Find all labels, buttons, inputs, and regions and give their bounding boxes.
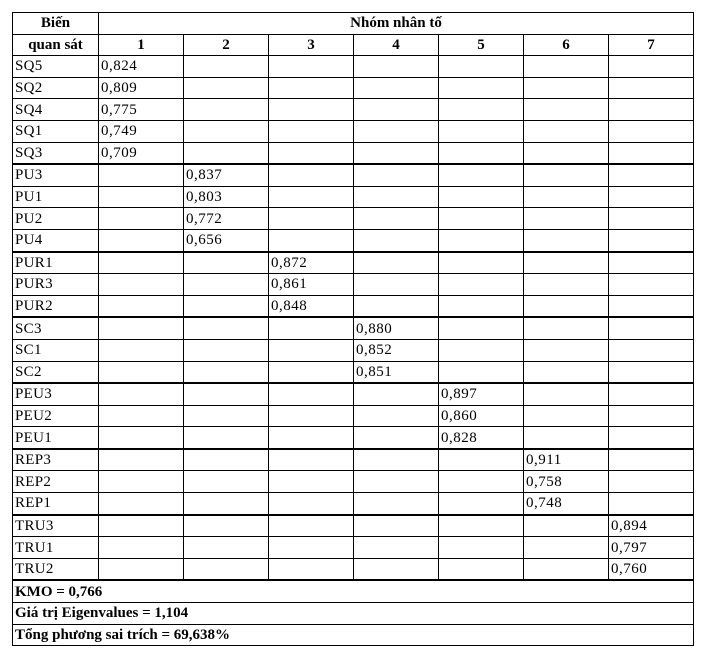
empty-cell [439,120,524,142]
variable-header-bottom: quan sát [13,34,99,56]
empty-cell [439,208,524,230]
empty-cell [609,77,694,99]
empty-cell [354,142,439,164]
table-row [13,339,694,361]
loading-value-cell: 0,861 [269,274,354,296]
empty-cell [99,537,184,559]
variable-name-cell: PU1 [13,186,99,208]
empty-cell [184,142,269,164]
variable-name-cell: REP1 [13,493,99,515]
variable-name-cell: SC1 [13,339,99,361]
empty-cell [99,317,184,339]
variable-name-cell: TRU3 [13,515,99,537]
empty-cell [99,208,184,230]
loading-value-cell: 0,851 [354,361,439,383]
loading-value-cell: 0,758 [524,471,609,493]
empty-cell [439,186,524,208]
empty-cell [524,142,609,164]
variable-name-cell: PEU1 [13,427,99,449]
loading-value-cell: 0,828 [439,427,524,449]
table-row [13,471,694,493]
empty-cell [609,361,694,383]
variable-name-cell: SQ3 [13,142,99,164]
empty-cell [609,295,694,317]
factor-number-header: 3 [269,34,354,56]
empty-cell [99,252,184,274]
factor-number-header: 4 [354,34,439,56]
empty-cell [524,99,609,121]
loading-value-cell: 0,749 [99,120,184,142]
factor-number-header: 1 [99,34,184,56]
loading-value-cell: 0,837 [184,164,269,186]
variable-name-cell: REP3 [13,449,99,471]
empty-cell [269,361,354,383]
empty-cell [609,339,694,361]
table-row [13,274,694,296]
table-row [13,229,694,251]
empty-cell [439,77,524,99]
empty-cell [439,317,524,339]
empty-cell [609,274,694,296]
empty-cell [609,99,694,121]
loading-value-cell: 0,748 [524,493,609,515]
empty-cell [184,252,269,274]
empty-cell [354,252,439,274]
empty-cell [609,252,694,274]
header-row-top [13,13,694,35]
empty-cell [269,208,354,230]
empty-cell [269,471,354,493]
loading-value-cell: 0,824 [99,56,184,78]
empty-cell [609,493,694,515]
variable-name-cell: SQ2 [13,77,99,99]
empty-cell [524,383,609,405]
empty-cell [269,120,354,142]
empty-cell [354,515,439,537]
empty-cell [99,427,184,449]
table-row [13,317,694,339]
table-row [13,164,694,186]
empty-cell [439,229,524,251]
empty-cell [524,164,609,186]
empty-cell [184,274,269,296]
empty-cell [439,558,524,580]
empty-cell [609,229,694,251]
footer-row [13,580,694,602]
empty-cell [99,383,184,405]
table-row [13,142,694,164]
empty-cell [269,229,354,251]
empty-cell [524,558,609,580]
empty-cell [609,120,694,142]
empty-cell [269,186,354,208]
empty-cell [269,142,354,164]
empty-cell [524,229,609,251]
empty-cell [99,229,184,251]
empty-cell [524,186,609,208]
empty-cell [439,274,524,296]
empty-cell [439,537,524,559]
empty-cell [184,449,269,471]
empty-cell [354,77,439,99]
empty-cell [269,537,354,559]
empty-cell [439,142,524,164]
loading-value-cell: 0,772 [184,208,269,230]
variable-name-cell: SQ1 [13,120,99,142]
empty-cell [354,383,439,405]
empty-cell [439,99,524,121]
empty-cell [99,405,184,427]
empty-cell [439,493,524,515]
empty-cell [184,317,269,339]
table-row [13,361,694,383]
empty-cell [184,56,269,78]
empty-cell [99,471,184,493]
empty-cell [99,295,184,317]
empty-cell [609,164,694,186]
empty-cell [524,405,609,427]
variable-name-cell: PU4 [13,229,99,251]
loading-value-cell: 0,803 [184,186,269,208]
empty-cell [184,99,269,121]
empty-cell [99,274,184,296]
empty-cell [439,339,524,361]
variable-name-cell: REP2 [13,471,99,493]
empty-cell [354,164,439,186]
loading-value-cell: 0,797 [609,537,694,559]
empty-cell [439,164,524,186]
variable-name-cell: PUR3 [13,274,99,296]
empty-cell [524,339,609,361]
empty-cell [269,77,354,99]
empty-cell [184,339,269,361]
loading-value-cell: 0,860 [439,405,524,427]
table-row [13,558,694,580]
table-row [13,405,694,427]
empty-cell [439,56,524,78]
loading-value-cell: 0,911 [524,449,609,471]
empty-cell [439,449,524,471]
empty-cell [99,186,184,208]
variable-name-cell: SC2 [13,361,99,383]
table-row [13,56,694,78]
variable-name-cell: PUR1 [13,252,99,274]
empty-cell [524,274,609,296]
loading-value-cell: 0,852 [354,339,439,361]
empty-cell [184,295,269,317]
empty-cell [184,558,269,580]
table-row [13,252,694,274]
loading-value-cell: 0,880 [354,317,439,339]
loading-value-cell: 0,775 [99,99,184,121]
empty-cell [524,361,609,383]
empty-cell [99,164,184,186]
empty-cell [354,295,439,317]
factor-group-header: Nhóm nhân tố [99,13,694,35]
empty-cell [609,317,694,339]
empty-cell [269,317,354,339]
loading-value-cell: 0,897 [439,383,524,405]
empty-cell [524,515,609,537]
table-row [13,99,694,121]
variable-name-cell: SC3 [13,317,99,339]
factor-number-header: 6 [524,34,609,56]
empty-cell [269,405,354,427]
table-row [13,515,694,537]
empty-cell [184,515,269,537]
empty-cell [524,120,609,142]
variable-name-cell: PUR2 [13,295,99,317]
table-row [13,493,694,515]
empty-cell [354,537,439,559]
table-row [13,208,694,230]
empty-cell [269,558,354,580]
empty-cell [184,120,269,142]
variable-name-cell: TRU1 [13,537,99,559]
loading-value-cell: 0,809 [99,77,184,99]
empty-cell [524,208,609,230]
variable-header-top: Biến [13,13,99,35]
table-row [13,77,694,99]
empty-cell [354,493,439,515]
empty-cell [99,449,184,471]
loading-value-cell: 0,894 [609,515,694,537]
empty-cell [269,493,354,515]
variable-name-cell: PEU2 [13,405,99,427]
empty-cell [269,99,354,121]
variable-name-cell: PU3 [13,164,99,186]
factor-number-header: 7 [609,34,694,56]
table-row [13,449,694,471]
empty-cell [609,56,694,78]
variable-name-cell: SQ4 [13,99,99,121]
empty-cell [354,427,439,449]
empty-cell [524,317,609,339]
empty-cell [439,295,524,317]
empty-cell [269,427,354,449]
empty-cell [609,383,694,405]
empty-cell [354,558,439,580]
empty-cell [439,252,524,274]
empty-cell [609,142,694,164]
loading-value-cell: 0,872 [269,252,354,274]
empty-cell [439,361,524,383]
empty-cell [269,383,354,405]
empty-cell [184,383,269,405]
footer-row [13,624,694,646]
loading-value-cell: 0,656 [184,229,269,251]
header-row-bottom [13,34,694,56]
table-row [13,537,694,559]
empty-cell [439,515,524,537]
empty-cell [184,405,269,427]
footer-row [13,603,694,625]
empty-cell [184,471,269,493]
eigenvalues-stat: Giá trị Eigenvalues = 1,104 [13,603,694,625]
empty-cell [354,449,439,471]
empty-cell [269,515,354,537]
variable-name-cell: PU2 [13,208,99,230]
empty-cell [269,339,354,361]
empty-cell [354,274,439,296]
empty-cell [354,471,439,493]
empty-cell [354,229,439,251]
empty-cell [99,339,184,361]
empty-cell [439,471,524,493]
empty-cell [524,77,609,99]
empty-cell [354,56,439,78]
empty-cell [99,493,184,515]
empty-cell [184,77,269,99]
loading-value-cell: 0,709 [99,142,184,164]
empty-cell [184,427,269,449]
empty-cell [609,208,694,230]
empty-cell [354,120,439,142]
empty-cell [609,427,694,449]
variance-stat: Tổng phương sai trích = 69,638% [13,624,694,646]
loading-value-cell: 0,760 [609,558,694,580]
empty-cell [524,537,609,559]
empty-cell [524,56,609,78]
empty-cell [269,449,354,471]
empty-cell [269,164,354,186]
empty-cell [354,208,439,230]
table-row [13,383,694,405]
factor-number-header: 2 [184,34,269,56]
variable-name-cell: TRU2 [13,558,99,580]
empty-cell [609,405,694,427]
table-body [13,56,694,581]
variable-name-cell: SQ5 [13,56,99,78]
empty-cell [354,405,439,427]
empty-cell [99,361,184,383]
empty-cell [99,515,184,537]
empty-cell [354,99,439,121]
factor-loading-table [12,12,694,646]
table-row [13,295,694,317]
table-row [13,186,694,208]
empty-cell [269,56,354,78]
empty-cell [354,186,439,208]
empty-cell [609,471,694,493]
loading-value-cell: 0,848 [269,295,354,317]
table-row [13,427,694,449]
factor-number-header: 5 [439,34,524,56]
empty-cell [184,361,269,383]
empty-cell [524,295,609,317]
empty-cell [184,493,269,515]
empty-cell [609,449,694,471]
variable-name-cell: PEU3 [13,383,99,405]
empty-cell [609,186,694,208]
empty-cell [524,427,609,449]
kmo-stat: KMO = 0,766 [13,580,694,602]
empty-cell [184,537,269,559]
table-row [13,120,694,142]
empty-cell [99,558,184,580]
empty-cell [524,252,609,274]
